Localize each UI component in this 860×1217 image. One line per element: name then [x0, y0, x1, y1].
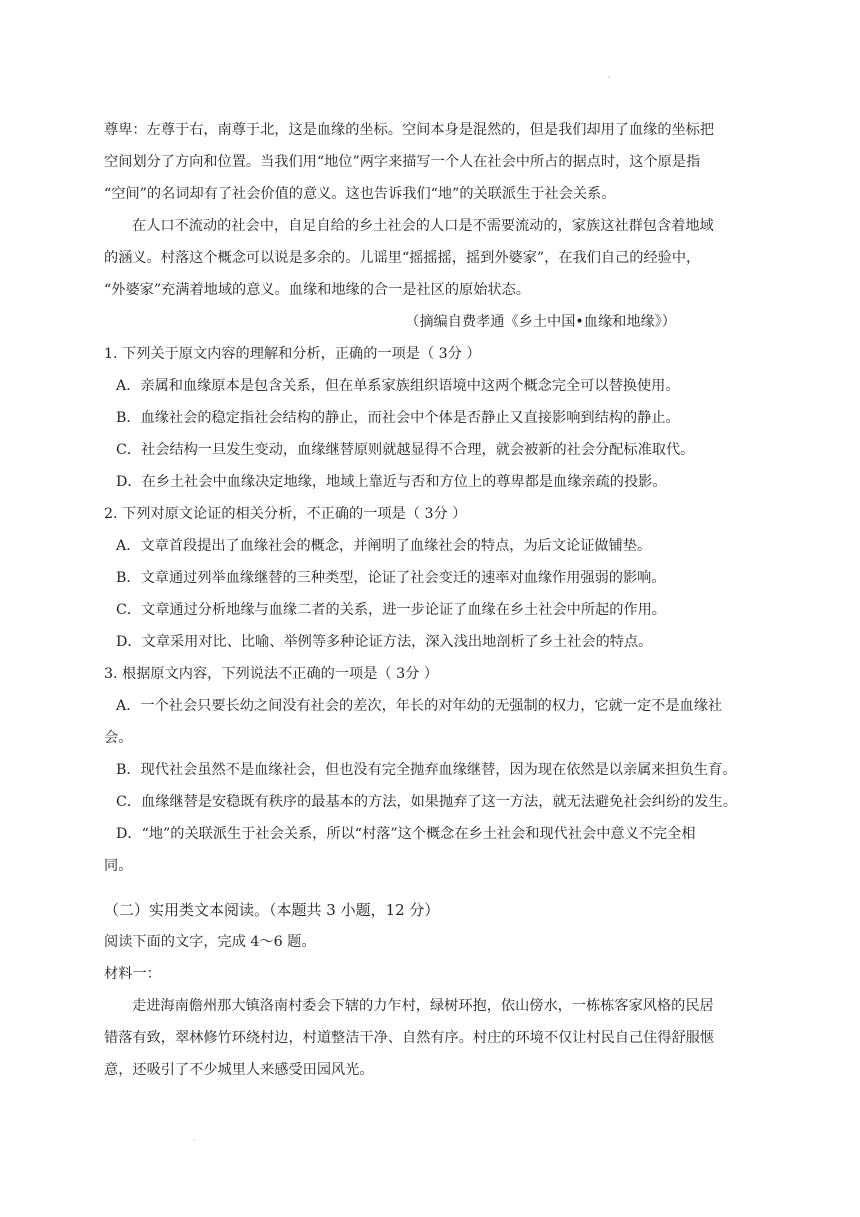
- option-a: A．亲属和血缘原本是包含关系，但在单系家族组织语境中这两个概念完全可以替换使用。: [116, 378, 680, 394]
- option-c: C．血缘继替是安稳既有秩序的最基本的方法，如果抛弃了这一方法，就无法避免社会纠纷的发生。: [116, 794, 737, 810]
- option-a: A．一个社会只要长幼之间没有社会的差次，年长的对年幼的无强制的权力，它就一定不是血缘社: [116, 698, 723, 714]
- question-3: [104, 658, 774, 882]
- paragraph-2: [104, 210, 774, 306]
- question-1: [104, 338, 774, 498]
- question-stem: 1. 下列关于原文内容的理解和分析，正确的一项是（ 3分 ）: [104, 346, 481, 362]
- text-line: 空间划分了方向和位置。当我们用“地位”两字来描写一个人在社会中所占的据点时，这个原是指: [104, 154, 701, 170]
- text-line: 的涵义。村落这个概念可以说是多余的。儿谣里“摇摇摇，摇到外婆家”，在我们自己的经验中，: [104, 250, 701, 266]
- option-d: D．在乡土社会中血缘决定地缘，地域上靠近与否和方位上的尊卑都是血缘亲疏的投影。: [116, 474, 667, 490]
- section-2: [104, 894, 774, 1086]
- material-label: 材料一：: [104, 966, 161, 982]
- option-b: B．血缘社会的稳定指社会结构的静止，而社会中个体是否静止又直接影响到结构的静止。: [116, 410, 680, 426]
- source-citation: （摘编自费孝通《乡土中国•血缘和地缘》）: [405, 314, 676, 330]
- page-content: [104, 114, 774, 1086]
- paragraph-1: [104, 114, 774, 210]
- text-line: 错落有致，翠林修竹环绕村边，村道整洁干净、自然有序。村庄的环境不仅让村民自己住得舒服惬: [104, 1030, 715, 1046]
- option-c: C．文章通过分析地缘与血缘二者的关系，进一步论证了血缘在乡土社会中所起的作用。: [116, 602, 666, 618]
- text-line: 在人口不流动的社会中，自足自给的乡土社会的人口是不需要流动的，家族这社群包含着地域: [132, 218, 714, 234]
- question-stem: 3. 根据原文内容，下列说法不正确的一项是（ 3分 ）: [104, 666, 439, 682]
- option-d: D．“地”的关联派生于社会关系，所以“村落”这个概念在乡土社会和现代社会中意义不完全相: [116, 826, 696, 842]
- option-b: B．现代社会虽然不是血缘社会，但也没有完全抛弃血缘继替，因为现在依然是以亲属来担负生育。: [116, 762, 737, 778]
- scan-speck: [608, 76, 610, 78]
- option-b: B．文章通过列举血缘继替的三种类型，论证了社会变迁的速率对血缘作用强弱的影响。: [116, 570, 666, 586]
- option-d-continued: 同。: [104, 858, 133, 874]
- option-a: A．文章首段提出了血缘社会的概念，并阐明了血缘社会的特点，为后文论证做铺垫。: [116, 538, 652, 554]
- question-stem: 2. 下列对原文论证的相关分析，不正确的一项是（ 3分 ）: [104, 506, 467, 522]
- text-line: 意，还吸引了不少城里人来感受田园风光。: [104, 1062, 374, 1078]
- question-2: [104, 498, 774, 658]
- section-instruction: 阅读下面的文字，完成 4～6 题。: [104, 934, 316, 950]
- section-title: （二）实用类文本阅读。（本题共 3 小题，12 分）: [104, 901, 440, 919]
- option-d: D．文章采用对比、比喻、举例等多种论证方法，深入浅出地剖析了乡土社会的特点。: [116, 634, 653, 650]
- scan-speck: [193, 1139, 195, 1141]
- text-line: “空间”的名词却有了社会价值的意义。这也告诉我们“地”的关联派生于社会关系。: [104, 186, 616, 202]
- text-line: 走进海南儋州那大镇洛南村委会下辖的力乍村，绿树环抱，依山傍水，一栋栋客家风格的民居: [132, 998, 714, 1014]
- option-a-continued: 会。: [104, 730, 133, 746]
- text-line: “外婆家”充满着地域的意义。血缘和地缘的合一是社区的原始状态。: [104, 282, 530, 298]
- option-c: C．社会结构一旦发生变动，血缘继替原则就越显得不合理，就会被新的社会分配标准取代。: [116, 442, 695, 458]
- text-line: 尊卑：左尊于右，南尊于北，这是血缘的坐标。空间本身是混然的，但是我们却用了血缘的坐标把: [104, 122, 715, 138]
